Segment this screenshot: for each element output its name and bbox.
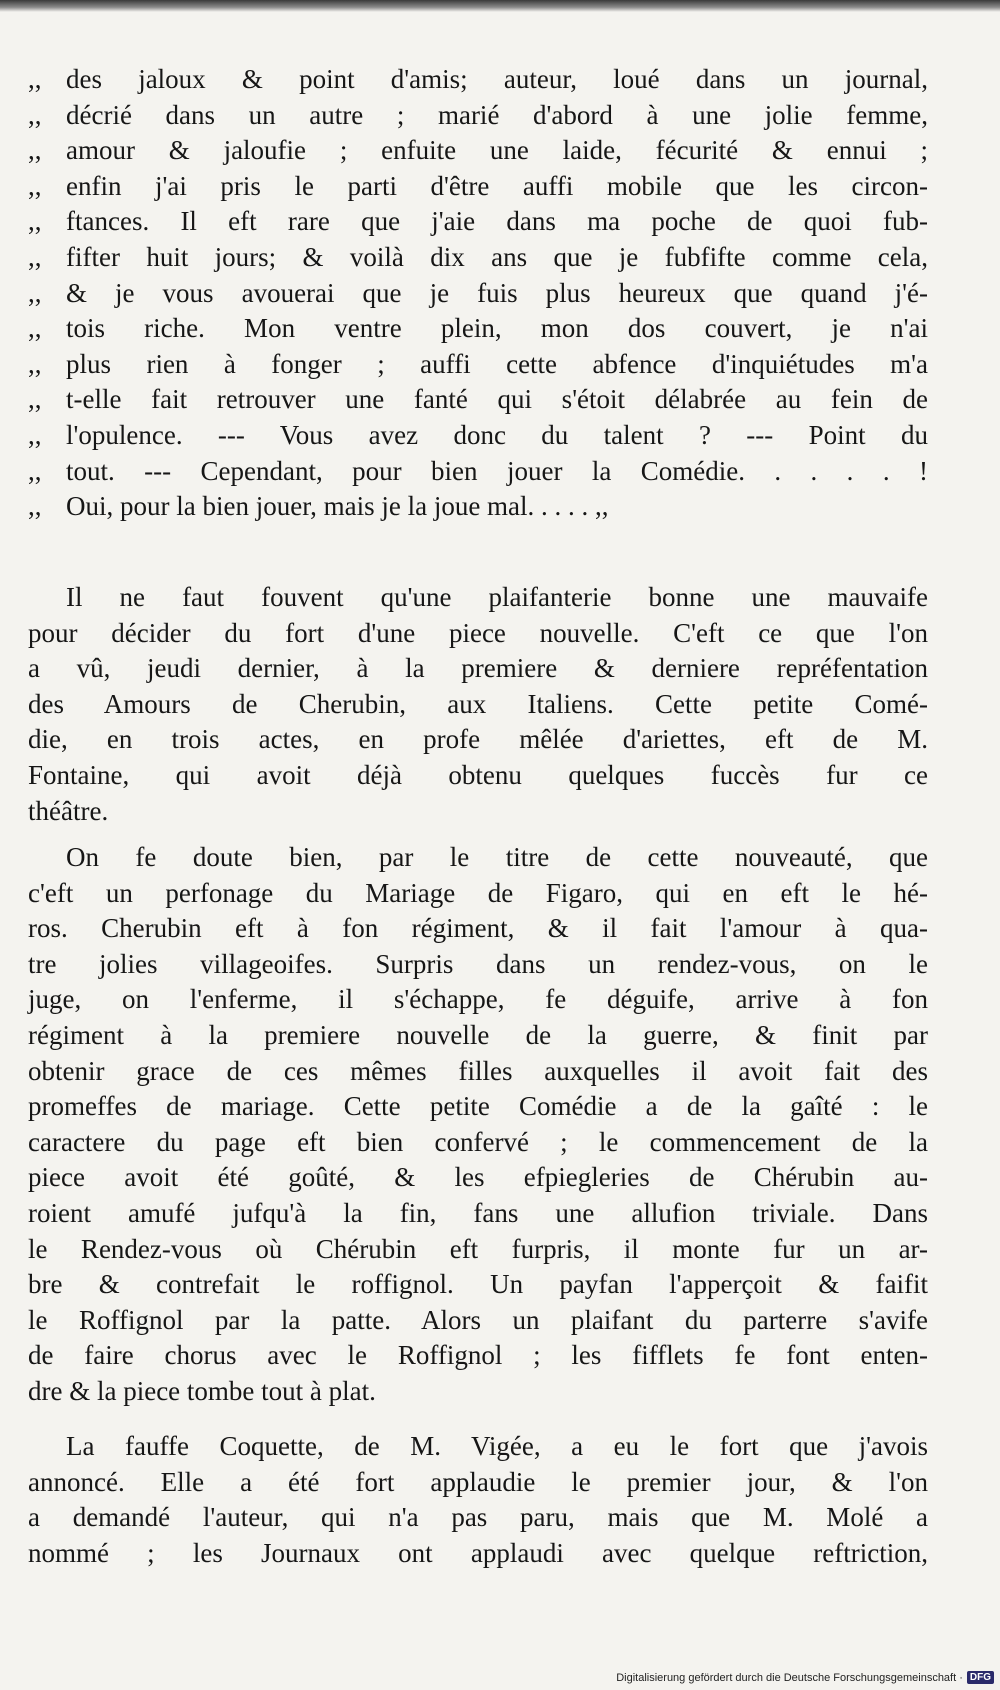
quote-line <box>28 204 928 240</box>
text-line: roient amufé jufqu'à la fin, fans une allufion triviale. Dans <box>28 1197 928 1228</box>
quote-line <box>28 240 928 276</box>
quote-text: tout. --- Cependant, pour bien jouer la Comédie. . . . . ! <box>66 455 928 486</box>
quote-text: enfin j'ai pris le parti d'être auffi mobile que les circon- <box>66 170 928 201</box>
quote-text: décrié dans un autre ; marié d'abord à une jolie femme, <box>66 99 928 130</box>
credit-text: Digitalisierung gefördert durch die Deutsche Forschungsgemeinschaft · <box>616 1671 963 1684</box>
paragraph-cherubin-plot <box>28 840 928 1410</box>
text-line: pour décider du fort d'une piece nouvelle. C'eft ce que l'on <box>28 617 928 648</box>
text-line: le Roffignol par la patte. Alors un plaifant du parterre s'avife <box>28 1304 928 1335</box>
text-line: juge, on l'enferme, il s'échappe, fe déguife, arrive à fon <box>28 984 928 1015</box>
quote-mark: ,, <box>28 135 42 166</box>
quote-mark: ,, <box>28 348 42 379</box>
text-line: a vû, jeudi dernier, à la premiere & derniere repréfentation <box>28 653 928 684</box>
text-line: ros. Cherubin eft à fon régiment, & il fait l'amour à qua- <box>28 913 928 944</box>
text-line: théâtre. <box>28 795 109 826</box>
text-line: caractere du page eft bien confervé ; le commencement de la <box>28 1126 928 1157</box>
quote-line <box>28 382 928 418</box>
quote-block <box>28 62 928 525</box>
quote-line <box>28 347 928 383</box>
quote-line <box>28 169 928 205</box>
text-line: a demandé l'auteur, qui n'a pas paru, mais que M. Molé a <box>28 1502 928 1533</box>
paragraph-amours-de-cherubin <box>28 580 928 829</box>
quote-mark: ,, <box>28 313 42 344</box>
text-line: obtenir grace de ces mêmes filles auxquelles il avoit fait des <box>28 1055 928 1086</box>
quote-line <box>28 133 928 169</box>
quote-line <box>28 311 928 347</box>
text-line: Il ne faut fouvent qu'une plaifanterie bonne une mauvaife <box>66 582 928 612</box>
text-line: nommé ; les Journaux ont applaudi avec quelque reftriction, <box>28 1537 928 1568</box>
quote-mark: ,, <box>28 64 42 94</box>
quote-mark: ,, <box>28 277 42 308</box>
quote-mark: ,, <box>28 206 42 237</box>
quote-line <box>28 489 928 525</box>
quote-text: plus rien à fonger ; auffi cette abfence d'inquiétudes m'a <box>66 348 928 379</box>
text-line: tre jolies villageoifes. Surpris dans un rendez-vous, on le <box>28 948 928 979</box>
text-line: die, en trois actes, en profe mêlée d'ariettes, eft de M. <box>28 724 928 755</box>
quote-text: ftances. Il eft rare que j'aie dans ma poche de quoi fub- <box>66 206 928 237</box>
quote-mark: ,, <box>28 491 42 522</box>
text-line: le Rendez-vous où Chérubin eft furpris, il monte fur un ar- <box>28 1233 928 1264</box>
quote-line <box>28 276 928 312</box>
quote-mark: ,, <box>28 241 42 272</box>
quote-line <box>28 454 928 490</box>
text-line: Fontaine, qui avoit déjà obtenu quelques fuccès fur ce <box>28 759 928 790</box>
quote-text: Oui, pour la bien jouer, mais je la joue mal. . . . . ,, <box>66 491 609 522</box>
quote-text: des jaloux & point d'amis; auteur, loué dans un journal, <box>66 64 928 94</box>
dfg-logo-icon: DFG <box>967 1671 994 1684</box>
page-top-edge <box>0 0 1000 12</box>
quote-mark: ,, <box>28 384 42 415</box>
paragraph-fausse-coquette <box>28 1429 928 1571</box>
quote-text: & je vous avouerai que je fuis plus heureux que quand j'é- <box>66 277 928 308</box>
text-line: de faire chorus avec le Roffignol ; les fifflets fe font enten- <box>28 1340 928 1371</box>
text-line: promeffes de mariage. Cette petite Comédie a de la gaîté : le <box>28 1091 928 1122</box>
quote-line <box>28 98 928 134</box>
text-line: régiment à la premiere nouvelle de la guerre, & finit par <box>28 1019 928 1050</box>
quote-text: l'opulence. --- Vous avez donc du talent ? --- Point du <box>66 419 928 450</box>
quote-mark: ,, <box>28 419 42 450</box>
quote-mark: ,, <box>28 99 42 130</box>
text-line: c'eft un perfonage du Mariage de Figaro, qui en eft le hé- <box>28 877 928 908</box>
text-line: des Amours de Cherubin, aux Italiens. Cette petite Comé- <box>28 688 928 719</box>
text-line: On fe doute bien, par le titre de cette nouveauté, que <box>66 842 928 872</box>
quote-text: amour & jaloufie ; enfuite une laide, fécurité & ennui ; <box>66 135 928 166</box>
text-line: piece avoit été goûté, & les efpiegleries de Chérubin au- <box>28 1162 928 1193</box>
quote-line <box>28 418 928 454</box>
quote-mark: ,, <box>28 455 42 486</box>
digitization-credit <box>616 1671 994 1684</box>
text-line: La fauffe Coquette, de M. Vigée, a eu le fort que j'avois <box>66 1431 928 1461</box>
text-line: dre & la piece tombe tout à plat. <box>28 1375 376 1406</box>
quote-text: tois riche. Mon ventre plein, mon dos couvert, je n'ai <box>66 313 928 344</box>
text-line: bre & contrefait le roffignol. Un payfan l'apperçoit & faifit <box>28 1269 928 1300</box>
quote-text: fifter huit jours; & voilà dix ans que je fubfifte comme cela, <box>66 241 928 272</box>
quote-line <box>28 62 928 98</box>
quote-mark: ,, <box>28 170 42 201</box>
quote-text: t-elle fait retrouver une fanté qui s'étoit délabrée au fein de <box>66 384 928 415</box>
text-line: annoncé. Elle a été fort applaudie le premier jour, & l'on <box>28 1466 928 1497</box>
